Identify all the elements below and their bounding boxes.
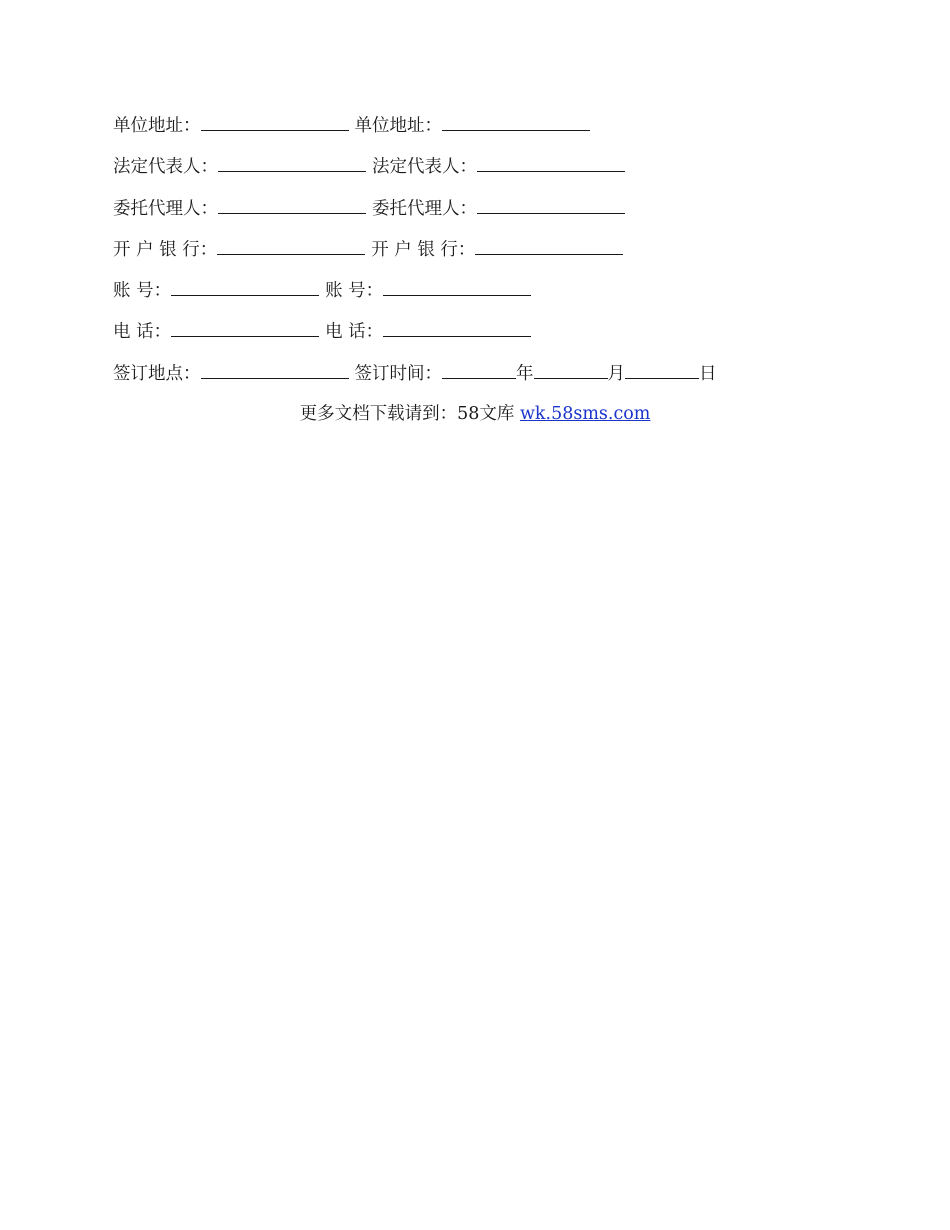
signing-place-label: 签订地点： [113, 363, 201, 384]
party-b-legal-rep-label: 法定代表人： [372, 157, 477, 178]
footer-text: 更多文档下载请到：58文库 [299, 404, 520, 424]
party-b-address-label: 单位地址： [354, 116, 442, 136]
footer-download-note [0, 400, 950, 428]
party-b-bank-blank [475, 234, 623, 255]
party-a-phone-blank [171, 316, 319, 337]
day-label: 日 [699, 363, 717, 384]
party-a-phone-label: 电 话： [113, 322, 172, 343]
form-row-agent [113, 193, 853, 234]
party-b-phone-label: 电 话： [325, 322, 384, 343]
party-b-agent-blank [477, 193, 625, 214]
party-a-agent-label: 委托代理人： [113, 198, 218, 219]
footer-link[interactable]: wk.58sms.com [519, 404, 651, 424]
party-a-bank-label: 开 户 银 行： [113, 239, 218, 260]
party-a-address-blank [201, 110, 349, 131]
party-a-legal-rep-label: 法定代表人： [113, 157, 218, 178]
form-row-bank [113, 234, 853, 275]
party-a-bank-blank [217, 234, 365, 255]
signing-day-blank [625, 358, 699, 379]
form-row-signing [113, 358, 853, 399]
party-b-agent-label: 委托代理人： [372, 198, 477, 219]
party-a-account-label: 账 号： [113, 281, 172, 302]
form-row-legal-rep [113, 151, 853, 192]
form-row-address [113, 110, 853, 151]
party-a-account-blank [171, 275, 319, 296]
party-a-agent-blank [218, 193, 366, 214]
month-label: 月 [607, 363, 625, 384]
signing-place-blank [201, 358, 349, 379]
party-b-account-blank [383, 275, 531, 296]
signing-year-blank [442, 358, 516, 379]
form-row-phone [113, 316, 853, 357]
party-b-address-blank [442, 110, 590, 131]
year-label: 年 [516, 363, 534, 384]
signing-month-blank [534, 358, 608, 379]
party-b-legal-rep-blank [477, 151, 625, 172]
form-row-account [113, 275, 853, 316]
signing-time-label: 签订时间： [354, 363, 442, 384]
party-b-phone-blank [383, 316, 531, 337]
party-a-address-label: 单位地址： [113, 116, 201, 136]
signature-form [113, 110, 853, 399]
party-a-legal-rep-blank [218, 151, 366, 172]
party-b-account-label: 账 号： [325, 281, 384, 302]
party-b-bank-label: 开 户 银 行： [371, 239, 476, 260]
